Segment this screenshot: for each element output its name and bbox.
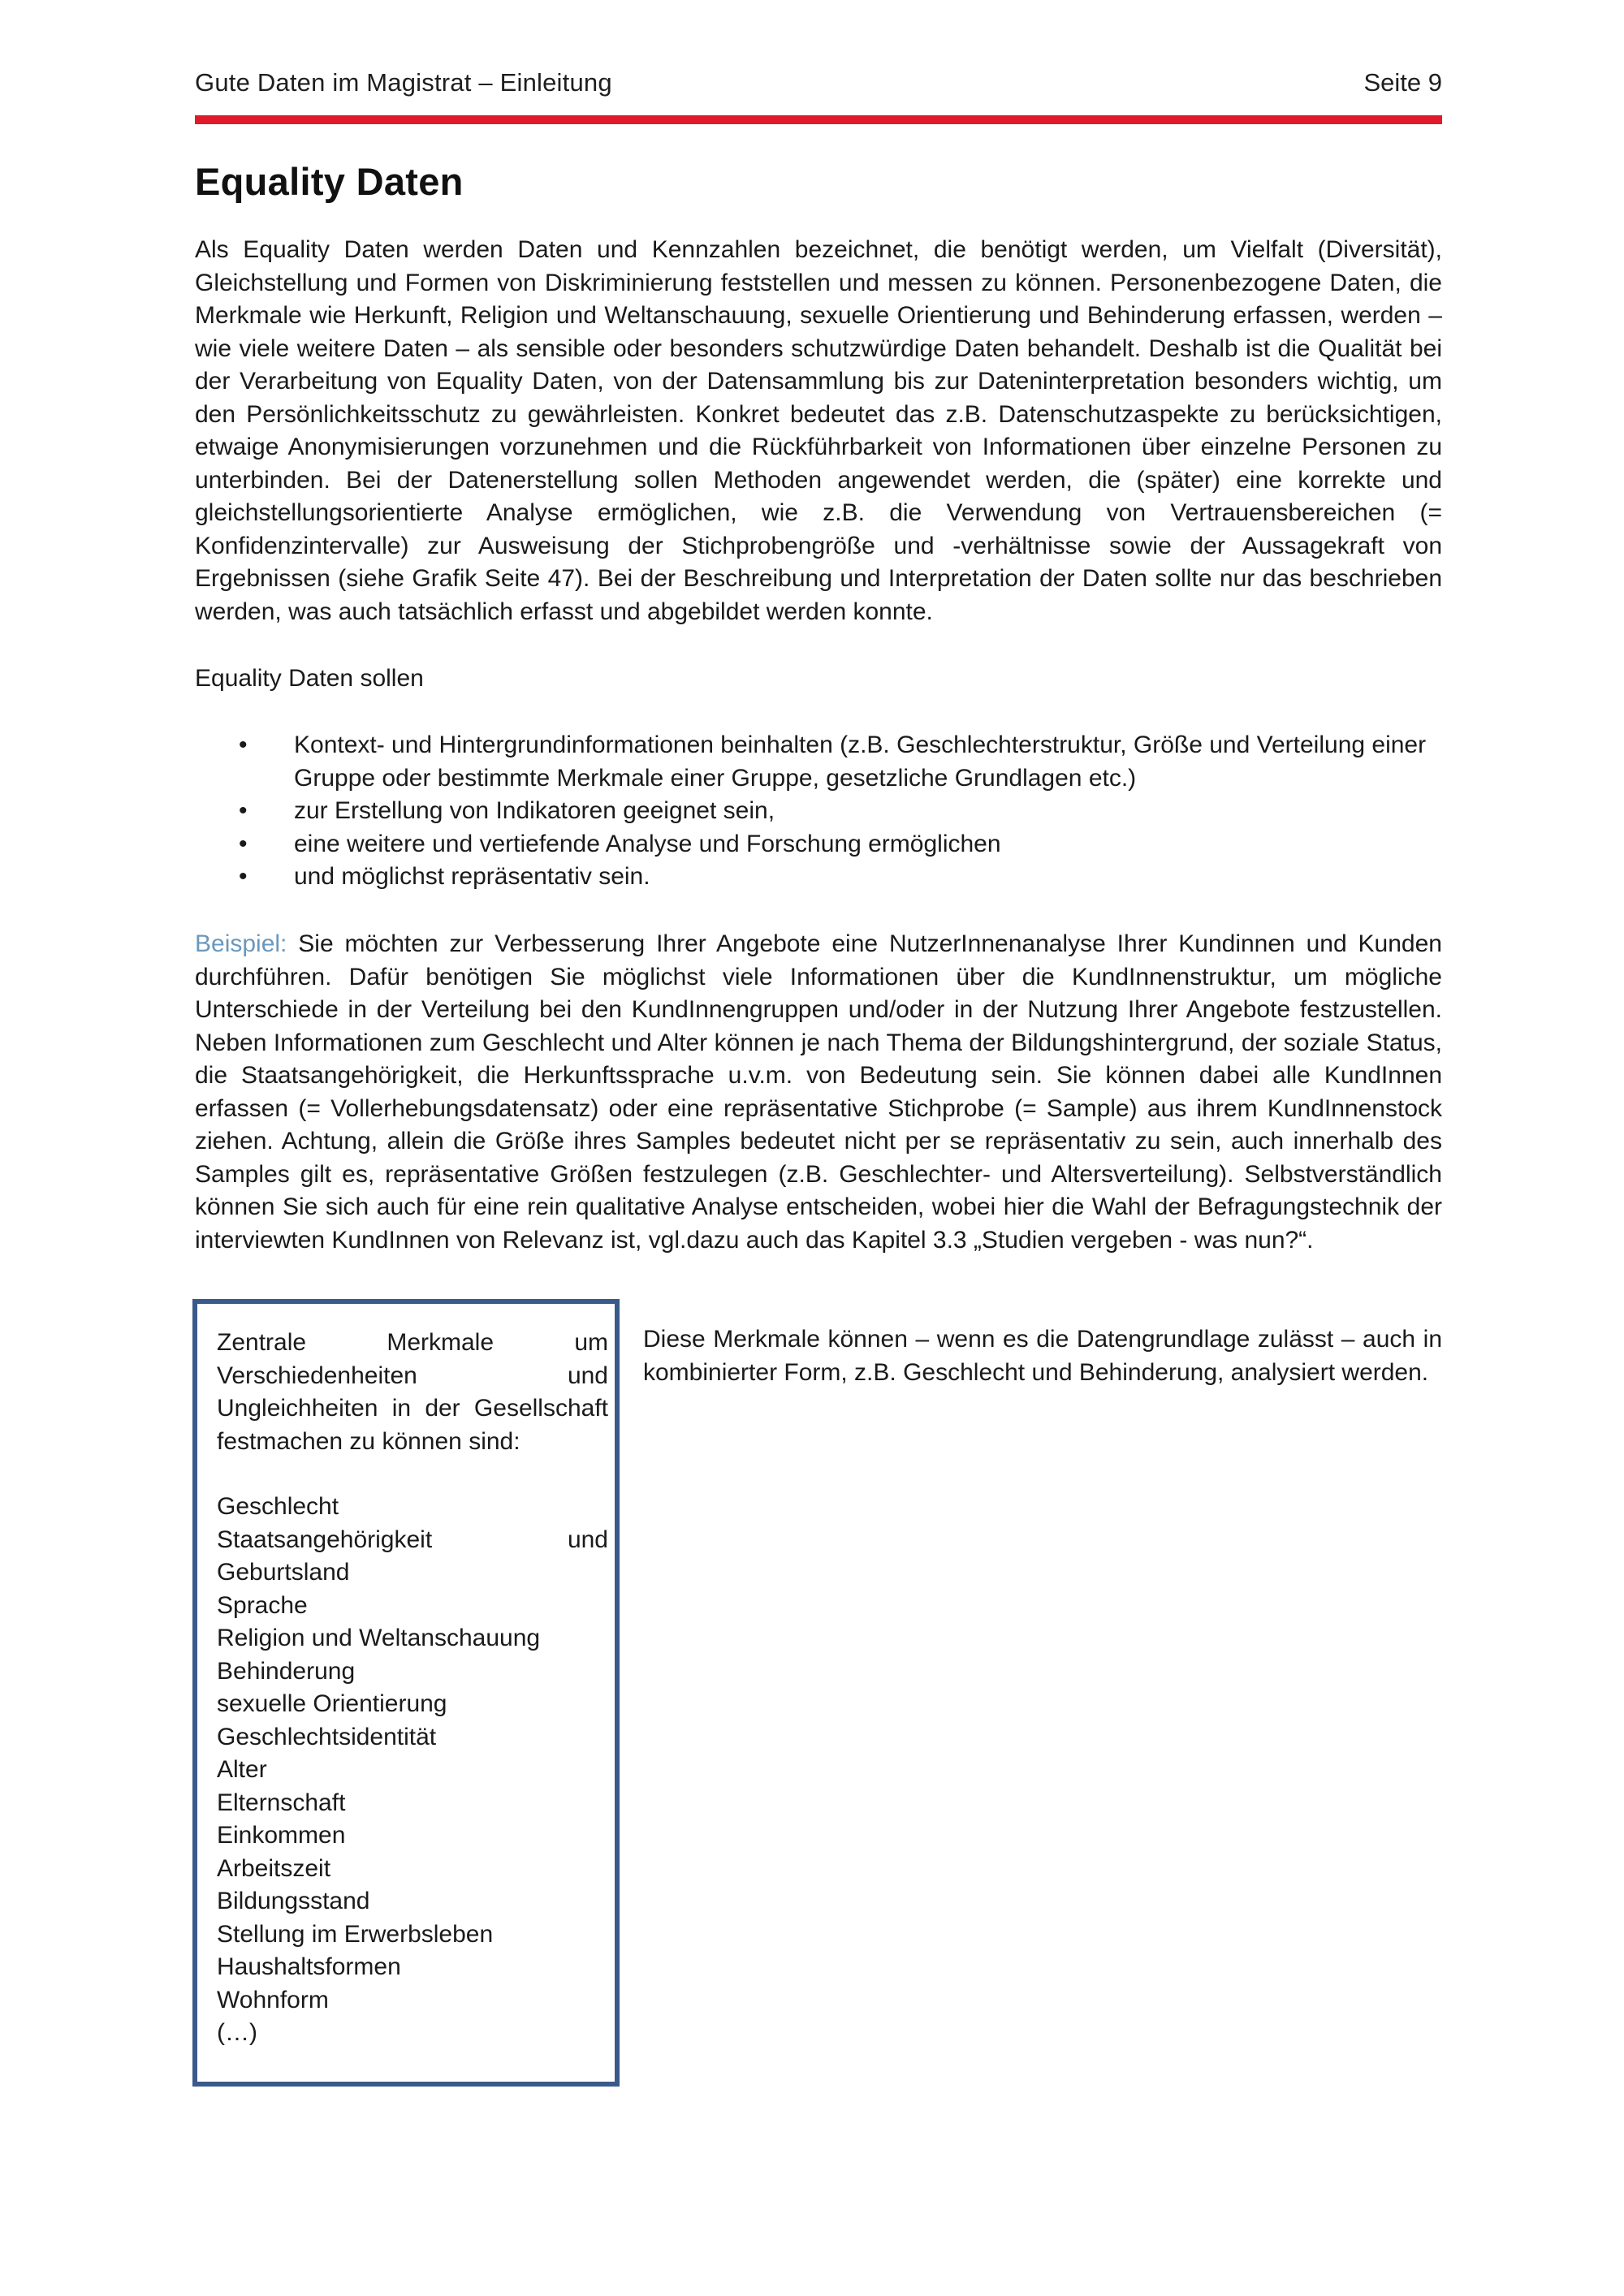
- example-label: Beispiel:: [195, 930, 287, 957]
- example-text: Sie möchten zur Verbesserung Ihrer Angebote eine NutzerInnenanalyse Ihrer Kundinnen und Kunden durchführen. Dafür benötigen Sie möglichst viele Informationen über die KundInnenstruktur, um mögliche Unterschiede in der Verteilung bei den KundInnengruppen und/oder in der Nutzung Ihrer Angebote festzustellen. Neben Informationen zum Geschlecht und Alter können je nach Thema der Bildungshintergrund, der soziale Status, die Staatsangehörigkeit, die Herkunftssprache u.v.m. von Bedeutung sein. Sie können dabei alle KundInnen erfassen (= Vollerhebungsdatensatz) oder eine repräsentative Stichprobe (= Sample) aus ihrem KundInnenstock ziehen. Achtung, allein die Größe ihres Samples bedeutet nicht per se repräsentativ zu sein, auch innerhalb des Samples gilt es, repräsentative Größen festzulegen (z.B. Geschlechter- und Altersverteilung). Selbstverständlich können Sie sich auch für eine rein qualitative Analyse entscheiden, wobei hier die Wahl der Befragungstechnik der interviewten KundInnen von Relevanz ist, vgl.dazu auch das Kapitel 3.3 „Studien vergeben - was nun?“.: [195, 930, 1442, 1254]
- list-item: Geschlecht: [217, 1493, 339, 1520]
- list-item: Religion und Weltanschauung: [217, 1625, 541, 1651]
- list-item: [195, 729, 1442, 795]
- list-item-text: eine weitere und vertiefende Analyse und Forschung ermöglichen: [294, 830, 1001, 857]
- intro-paragraph: Als Equality Daten werden Daten und Kennzahlen bezeichnet, die benötigt werden, um Vielfalt (Diversität), Gleichstellung und Formen von Diskriminierung feststellen und messen zu können. Personenbezogene Daten, die Merkmale wie Herkunft, Religion und Weltanschauung, sexuelle Orientierung und Behinderung erfassen, werden – wie viele weitere Daten – als sensible oder besonders schutzwürdige Daten behandelt. Deshalb ist die Qualität bei der Verarbeitung von Equality Daten, von der Datensammlung bis zur Dateninterpretation besonders wichtig, um den Persönlichkeitsschutz zu gewährleisten. Konkret bedeutet das z.B. Datenschutzaspekte zu berücksichtigen, etwaige Anonymisierungen vorzunehmen und die Rückführbarkeit von Informationen über einzelne Personen zu unterbinden. Bei der Datenerstellung sollen Methoden angewendet werden, die (später) eine korrekte und gleichstellungsorientierte Analyse ermöglichen, wie z.B. die Verwendung von Vertrauensbereichen (= Konfidenzintervalle) zur Ausweisung der Stichprobengröße und -verhältnisse sowie der Aussagekraft von Ergebnissen (siehe Grafik Seite 47). Bei der Beschreibung und Interpretation der Daten sollte nur das beschrieben werden, was auch tatsächlich erfasst und abgebildet werden konnte.: [195, 236, 1442, 625]
- list-item: Behinderung: [217, 1657, 356, 1685]
- list-item: Elternschaft: [217, 1789, 346, 1816]
- header-divider: [195, 115, 1442, 124]
- bullet-icon: •: [239, 732, 248, 758]
- box-intro: Zentrale Merkmale um Verschiedenheiten und Ungleichheiten in der Gesellschaft festmachen zu können sind:: [217, 1329, 608, 1455]
- bullet-icon: •: [239, 797, 248, 824]
- list-item: [195, 795, 1442, 828]
- bullet-icon: •: [239, 863, 248, 890]
- list-item: (…): [217, 2019, 257, 2046]
- list-item: Wohnform: [217, 1986, 329, 2013]
- list-item: [195, 828, 1442, 861]
- side-note: Diese Merkmale können – wenn es die Datengrundlage zulässt – auch in kombinierter Form, z.B. Geschlecht und Behinderung, analysiert werden.: [643, 1326, 1442, 1386]
- list-item: Stellung im Erwerbsleben: [217, 1920, 494, 1948]
- running-title: Gute Daten im Magistrat – Einleitung: [195, 68, 612, 97]
- list-item: Haushaltsformen: [217, 1953, 401, 1980]
- characteristics-box: [192, 1299, 620, 2087]
- list-item-text: Kontext- und Hintergrundinformationen beinhalten (z.B. Geschlechterstruktur, Größe und Verteilung einer Gruppe oder bestimmte Merkmale einer Gruppe, gesetzliche Grundlagen etc.): [294, 732, 1427, 792]
- characteristics-list: [217, 1491, 608, 2050]
- list-item: Einkommen: [217, 1822, 346, 1849]
- page-header: [195, 68, 1442, 101]
- requirements-list: [195, 729, 1442, 894]
- list-item: [195, 861, 1442, 894]
- list-item: Sprache: [217, 1591, 308, 1619]
- example-paragraph: [195, 928, 1442, 1257]
- list-item-text: zur Erstellung von Indikatoren geeignet sein,: [294, 797, 775, 824]
- list-lead: Equality Daten sollen: [195, 665, 424, 692]
- list-item: Staatsangehörigkeit und Geburtsland: [217, 1526, 608, 1586]
- list-item: Geschlechtsidentität: [217, 1723, 437, 1750]
- section-title: Equality Daten: [195, 160, 464, 203]
- bullet-icon: •: [239, 830, 248, 857]
- list-item: sexuelle Orientierung: [217, 1690, 447, 1717]
- list-item-text: und möglichst repräsentativ sein.: [294, 863, 650, 890]
- list-item: Bildungsstand: [217, 1888, 370, 1914]
- page-number: Seite 9: [1363, 68, 1442, 97]
- list-item: Alter: [217, 1756, 267, 1783]
- list-item: Arbeitszeit: [217, 1854, 331, 1882]
